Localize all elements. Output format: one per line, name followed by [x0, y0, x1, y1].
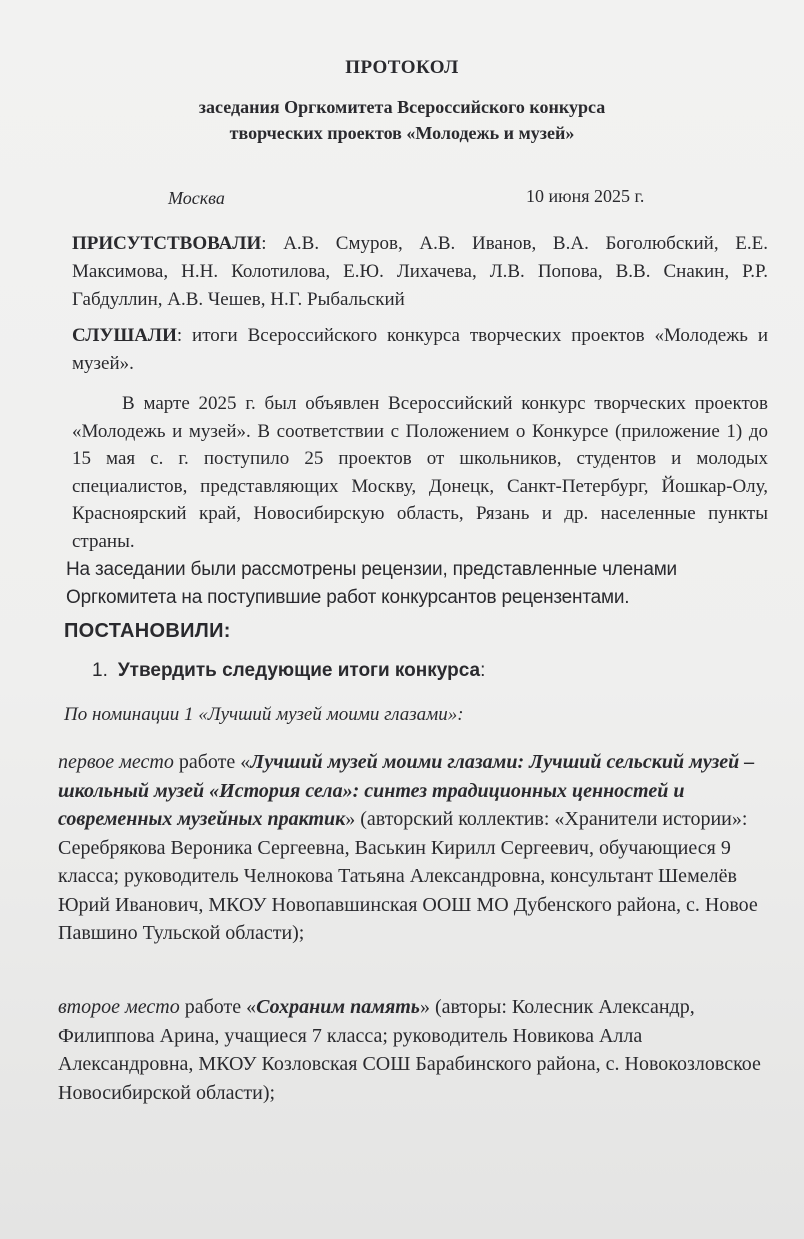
document-subtitle-line1: заседания Оргкомитета Всероссийского конкурса: [198, 97, 606, 117]
award-details: » (авторы: Колесник Александр, Филиппова Арина, учащиеся 7 класса; руководитель Новикова Алла Александровна, МКОУ Козловская СОШ Барабинского района, с. Новокозловское Новосибирской области);: [58, 996, 761, 1104]
heard-paragraph: [72, 322, 768, 378]
award-second-place: [58, 993, 780, 1107]
heard-text: : итоги Всероссийского конкурса творческих проектов «Молодежь и музей».: [72, 325, 768, 374]
resolved-heading: ПОСТАНОВИЛИ:: [64, 620, 231, 642]
award-pre: работе «: [173, 751, 251, 773]
item-number: 1.: [92, 660, 108, 681]
attendees-list: : А.В. Смуров, А.В. Иванов, В.А. Боголюбский, Е.Е. Максимова, Н.Н. Колотилова, Е.Ю. Лихачева, Л.В. Попова, В.В. Снакин, Р.Р. Габдуллин, А.В. Чешев, Н.Г. Рыбальский: [72, 233, 768, 310]
nomination-heading: По номинации 1 «Лучший музей моими глазами»:: [64, 704, 464, 725]
award-pre: работе «: [179, 996, 257, 1018]
award-details: » (авторский коллектив: «Хранители истории»: Серебрякова Вероника Сергеевна, Васькин Кирилл Сергеевич, обучающиеся 9 класса; руководитель Челнокова Татьяна Александровна, консультант Шемелёв Юрий Иванович, МКОУ Новопавшинская ООШ МО Дубенского района, с. Новое Павшино Тульской области);: [58, 808, 758, 944]
document-subtitle-line2: творческих проектов «Молодежь и музей»: [229, 123, 575, 143]
award-work-title: Сохраним память: [256, 996, 420, 1018]
award-work-title: Лучший музей моими глазами: Лучший сельский музей – школьный музей «История села»: синтез традиционных ценностей и современных музейных практик: [58, 751, 755, 830]
meeting-city: Москва: [168, 188, 225, 208]
resolution-item-1: [92, 660, 485, 682]
item-colon: :: [480, 660, 486, 681]
attendees-paragraph: [72, 230, 768, 314]
heard-label: СЛУШАЛИ: [72, 325, 177, 346]
item-text: Утвердить следующие итоги конкурса: [117, 660, 481, 681]
reviews-paragraph: На заседании были рассмотрены рецензии, представленные членами Оргкомитета на поступившие работ конкурсантов рецензентами.: [66, 559, 677, 608]
meeting-date: 10 июня 2025 г.: [526, 186, 645, 206]
contest-description-paragraph: В марте 2025 г. был объявлен Всероссийский конкурс творческих проектов «Молодежь и музей». В соответствии с Положением о Конкурсе (приложение 1) до 15 мая с. г. поступило 25 проектов от школьников, студентов и молодых специалистов, представляющих Москву, Донецк, Санкт-Петербург, Йошкар-Олу, Красноярский край, Новосибирскую область, Рязань и др. населенные пункты страны.: [72, 393, 768, 552]
award-first-place: [58, 748, 780, 948]
award-place: первое место: [58, 751, 174, 773]
document-title: ПРОТОКОЛ: [345, 57, 459, 78]
attendees-label: ПРИСУТСТВОВАЛИ: [72, 233, 262, 254]
award-place: второе место: [58, 996, 180, 1018]
